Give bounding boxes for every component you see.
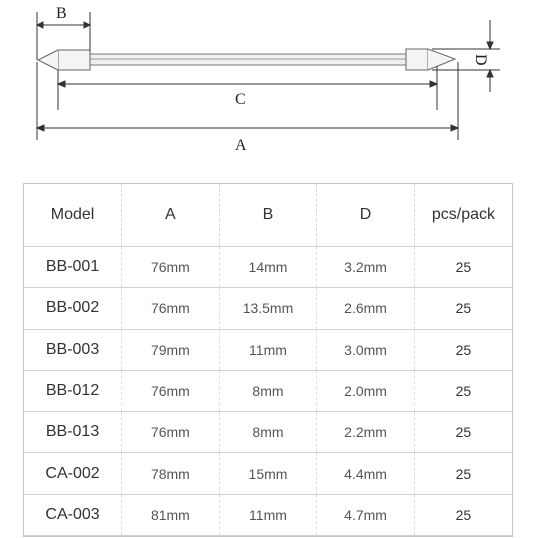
bit-left-tip	[38, 50, 58, 70]
header-b: B	[219, 184, 317, 247]
header-model: Model	[24, 184, 122, 247]
bit-left-collar	[58, 50, 90, 70]
cell-b: 8mm	[219, 370, 317, 411]
cell-d: 2.6mm	[317, 288, 415, 329]
cell-b: 11mm	[219, 494, 317, 535]
cell-pcs-pack: 25	[414, 453, 512, 494]
cell-b: 15mm	[219, 453, 317, 494]
bit-right-tip	[428, 49, 455, 70]
header-pcs-pack: pcs/pack	[414, 184, 512, 247]
cell-model: BB-002	[24, 288, 122, 329]
cell-pcs-pack: 25	[414, 329, 512, 370]
cell-d: 2.2mm	[317, 412, 415, 453]
table-row	[24, 247, 512, 288]
cell-a: 76mm	[122, 370, 220, 411]
cell-pcs-pack: 25	[414, 412, 512, 453]
dimension-b-label: B	[56, 5, 67, 22]
dimension-c	[58, 66, 437, 110]
cell-model: BB-003	[24, 329, 122, 370]
cell-a: 76mm	[122, 247, 220, 288]
bit-right-collar	[406, 49, 428, 70]
bit-drawing	[38, 49, 455, 70]
cell-model: BB-001	[24, 247, 122, 288]
cell-a: 78mm	[122, 453, 220, 494]
cell-d: 4.4mm	[317, 453, 415, 494]
cell-a: 76mm	[122, 288, 220, 329]
table-row	[24, 453, 512, 494]
cell-b: 13.5mm	[219, 288, 317, 329]
cell-d: 3.2mm	[317, 247, 415, 288]
cell-model: BB-012	[24, 370, 122, 411]
cell-pcs-pack: 25	[414, 288, 512, 329]
cell-model: BB-013	[24, 412, 122, 453]
cell-d: 3.0mm	[317, 329, 415, 370]
cell-model: CA-003	[24, 494, 122, 535]
dimension-a	[37, 62, 458, 140]
cell-pcs-pack: 25	[414, 247, 512, 288]
table-header-row	[24, 184, 512, 247]
dimension-a-label: A	[235, 137, 247, 154]
cell-pcs-pack: 25	[414, 370, 512, 411]
table-row	[24, 412, 512, 453]
table-row	[24, 370, 512, 411]
cell-a: 79mm	[122, 329, 220, 370]
table-row	[24, 494, 512, 535]
cell-b: 11mm	[219, 329, 317, 370]
table-row	[24, 288, 512, 329]
cell-d: 2.0mm	[317, 370, 415, 411]
table-row	[24, 329, 512, 370]
bit-dimension-diagram	[0, 0, 538, 165]
dimension-d-label: D	[472, 54, 489, 66]
header-a: A	[122, 184, 220, 247]
dimension-c-label: C	[235, 91, 246, 108]
cell-b: 8mm	[219, 412, 317, 453]
cell-a: 76mm	[122, 412, 220, 453]
header-d: D	[317, 184, 415, 247]
cell-pcs-pack: 25	[414, 494, 512, 535]
spec-table	[24, 184, 512, 536]
cell-a: 81mm	[122, 494, 220, 535]
cell-model: CA-002	[24, 453, 122, 494]
cell-d: 4.7mm	[317, 494, 415, 535]
cell-b: 14mm	[219, 247, 317, 288]
